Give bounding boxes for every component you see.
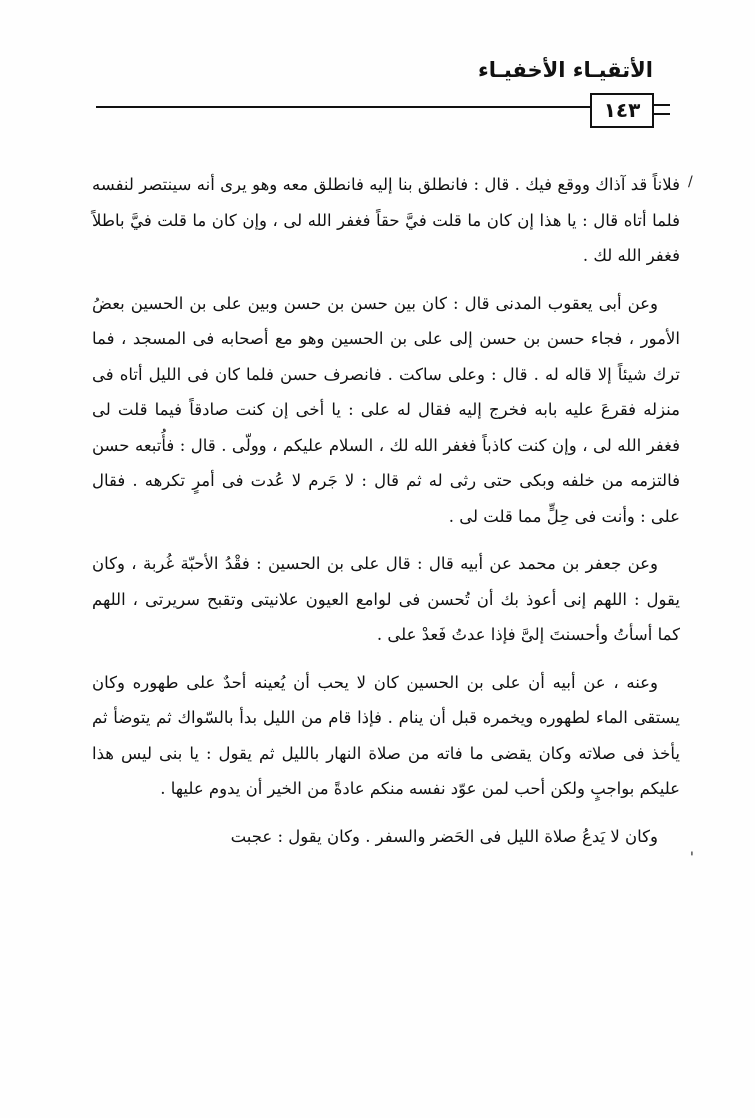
paragraph-5: وكان لا يَدعُ صلاة الليل فى الحَضر والسفر . وكان يقول : عجبت	[230, 826, 658, 846]
paragraph-1: فلاناً قد آذاك ووقع فيك . قال : فانطلق بنا إليه فانطلق معه وهو يرى أنه سينتصر لنفسه فلما أتاه قال : يا هذا إن كان ما قلت فيَّ حقاً فغفر الله لى ، وإن كان ما قلت فيَّ باطلاً فغفر الله لك .	[92, 175, 680, 265]
paragraph-3: وعن جعفر بن محمد عن أبيه قال : قال على بن الحسين : فقْدُ الأحبّة غُربة ، وكان يقول : اللهم إنى أعوذ بك أن تُحسن فى لوامع العيون علانيتى وتقبح سريرتى ، اللهم كما أسأتُ وأحسنتَ إلىَّ فإذا عدتُ فَعدْ على .	[92, 554, 680, 644]
header-rule	[96, 106, 590, 108]
running-header-title: الأتقيـاء الأخفيـاء	[478, 58, 653, 82]
paragraph-2: وعن أبى يعقوب المدنى قال : كان بين حسن بن حسن وبين على بن الحسين بعضُ الأمور ، فجاء حسن بن حسن إلى على بن الحسين وهو مع أصحابه فى المسجد ، فما ترك شيئاً إلا قاله له . قال : وعلى ساكت . فانصرف حسن فلما كان فى الليل أتاه فى منزله فقرعَ عليه بابه فخرج إليه فقال له على : يا أخى إن كنت صادقاً فيما قلت لى فغفر الله لى ، وإن كنت كاذباً فغفر الله لك ، السلام عليكم ، وولّى . قال : فأُتبعه حسن فالتزمه من خلفه وبكى حتى رثى له ثم قال : لا جَرم لا عُدت فى أمرٍ تكرهه . فقال على : وأنت فى حِلٍّ مما قلت لى .	[92, 293, 680, 526]
header-rule-end	[652, 104, 670, 115]
body-text	[92, 167, 680, 854]
paragraph-4: وعنه ، عن أبيه أن على بن الحسين كان لا يحب أن يُعينه أحدٌ على طهوره وكان يستقى الماء لطهوره ويخمره قبل أن ينام . فإذا قام من الليل بدأ بالسّواك ثم يتوضأ ثم يأخذ فى صلاته وكان يقضى ما فاته من صلاة النهار بالليل ثم يقول : يا بنى ليس هذا عليكم بواجبٍ ولكن أحب لمن عوّد نفسه منكم عادةً من الخير أن يدوم عليها .	[92, 672, 680, 798]
margin-mark-1: /	[688, 174, 693, 190]
margin-mark-2: '	[690, 850, 694, 866]
page-number: ١٤٣	[590, 93, 654, 128]
